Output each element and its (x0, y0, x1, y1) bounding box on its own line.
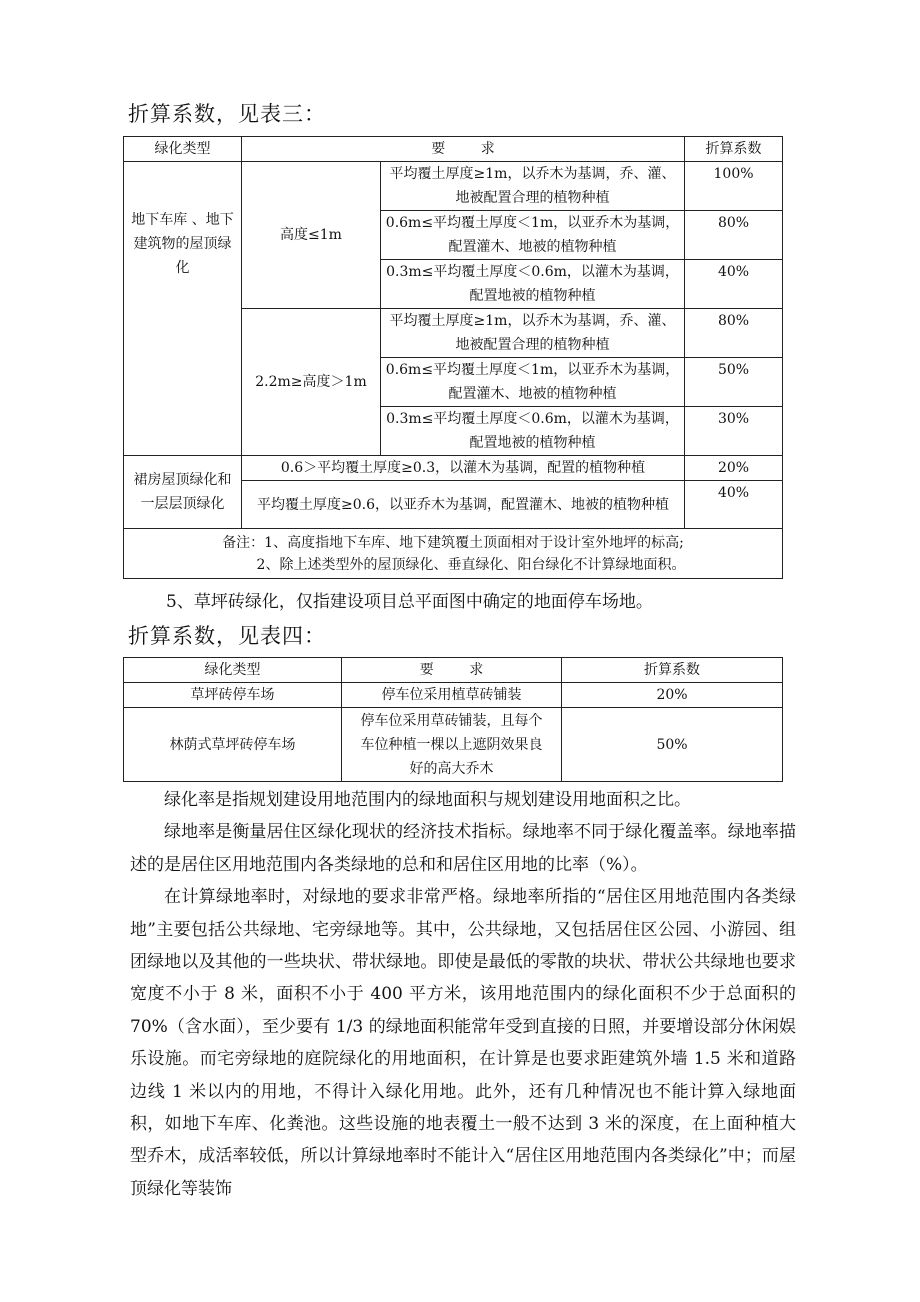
item-5-text: 5、草坪砖绿化，仅指建设项目总平面图中确定的地面停车场地。 (166, 592, 653, 612)
group1-type: 地下车库 、地下建筑物的屋顶绿化 (124, 162, 242, 456)
type-cell: 草坪砖停车场 (124, 683, 342, 708)
paragraph: 在计算绿地率时，对绿地的要求非常严格。绿地率所指的“居住区用地范围内各类绿地”主要包括公共绿地、宅旁绿地等。其中，公共绿地，又包括居住区公园、小游园、组团绿地以及其他的一些块状、带状绿地。即使是最低的零散的块状、带状公共绿地也要求宽度不小于 8 米，面积不小于 400 平方米，该用地范围内的绿化面积不少于总面积的 70%（含水面），至少要有 1/3 的绿地面积能常年受到直接的日照，并要增设部分休闲娱乐设施。而宅旁绿地的庭院绿化的用地面积，在计算是也要求距建筑外墙 1.5 米和道路边线 1 米以内的用地，不得计入绿化用地。此外，还有几种情况也不能计算入绿地面积，如地下车库、化粪池。这些设施的地表覆土一般不达到 3 米的深度，在上面种植大型乔木，成活率较低，所以计算绿地率时不能计入“居住区用地范围内各类绿化”中；而屋顶绿化等装饰 (130, 887, 796, 1199)
header-coefficient: 折算系数 (685, 137, 783, 162)
paragraph: 绿地率是衡量居住区绿化现状的经济技术指标。绿地率不同于绿化覆盖率。绿地率描述的是居住区用地范围内各类绿地的总和和居住区用地的比率（%）。 (130, 822, 796, 875)
note-line-1: 备注：1、高度指地下车库、地下建筑覆土顶面相对于设计室外地坪的标高; (222, 534, 684, 551)
table-row (124, 162, 783, 211)
body-text (130, 784, 796, 1205)
group2-type: 裙房屋顶绿化和一层层顶绿化 (124, 456, 242, 529)
coefficient-cell: 80% (685, 309, 783, 358)
requirement-cell: 0.6m≤平均覆土厚度＜1m，以亚乔木为基调，配置灌木、地被的植物种植 (381, 358, 685, 407)
table4-heading: 折算系数，见表四： (128, 624, 326, 648)
requirement-cell: 0.6m≤平均覆土厚度＜1m，以亚乔木为基调，配置灌木、地被的植物种植 (381, 211, 685, 260)
height-le-1m-label: 高度≤1m (242, 162, 381, 309)
coefficient-cell: 100% (685, 162, 783, 211)
table-row (124, 456, 783, 481)
header-requirement: 要 求 (242, 137, 685, 162)
coefficient-cell: 50% (685, 358, 783, 407)
type-cell: 林荫式草坪砖停车场 (124, 708, 342, 782)
requirement-cell: 停车位采用植草砖铺装 (342, 683, 562, 708)
height-range-label: 2.2m≥高度＞1m (242, 309, 381, 456)
note-line-2: 2、除上述类型外的屋顶绿化、垂直绿化、阳台绿化不计算绿地面积。 (256, 556, 686, 573)
requirement-cell: 平均覆土厚度≥1m，以乔木为基调，乔、灌、地被配置合理的植物种植 (381, 309, 685, 358)
table4 (123, 657, 783, 782)
header-coefficient: 折算系数 (562, 658, 783, 683)
header-type: 绿化类型 (124, 658, 342, 683)
coefficient-cell: 50% (562, 708, 783, 782)
table3 (123, 136, 783, 579)
coefficient-cell: 20% (562, 683, 783, 708)
requirement-cell: 0.3m≤平均覆土厚度＜0.6m，以灌木为基调，配置地被的植物种植 (381, 407, 685, 456)
requirement-cell: 0.3m≤平均覆土厚度＜0.6m，以灌木为基调，配置地被的植物种植 (381, 260, 685, 309)
coefficient-cell: 20% (685, 456, 783, 481)
coefficient-cell: 30% (685, 407, 783, 456)
paragraph: 绿化率是指规划建设用地范围内的绿地面积与规划建设用地面积之比。 (164, 790, 691, 810)
table-row (124, 708, 783, 782)
requirement-cell: 0.6＞平均覆土厚度≥0.3，以灌木为基调，配置的植物种植 (242, 456, 685, 481)
table-row (124, 683, 783, 708)
requirement-cell: 停车位采用草砖铺装，且每个车位种植一棵以上遮阴效果良好的高大乔木 (342, 708, 562, 782)
table3-heading: 折算系数，见表三： (128, 102, 326, 126)
requirement-cell: 平均覆土厚度≥1m，以乔木为基调，乔、灌、地被配置合理的植物种植 (381, 162, 685, 211)
table3-note-row (124, 529, 783, 579)
coefficient-cell: 80% (685, 211, 783, 260)
table3-header-row (124, 137, 783, 162)
table3-note (124, 529, 783, 579)
header-type: 绿化类型 (124, 137, 242, 162)
requirement-cell: 平均覆土厚度≥0.6，以亚乔木为基调，配置灌木、地被的植物种植 (242, 481, 685, 529)
header-requirement: 要 求 (342, 658, 562, 683)
coefficient-cell: 40% (685, 260, 783, 309)
table4-header-row (124, 658, 783, 683)
coefficient-cell: 40% (685, 481, 783, 529)
